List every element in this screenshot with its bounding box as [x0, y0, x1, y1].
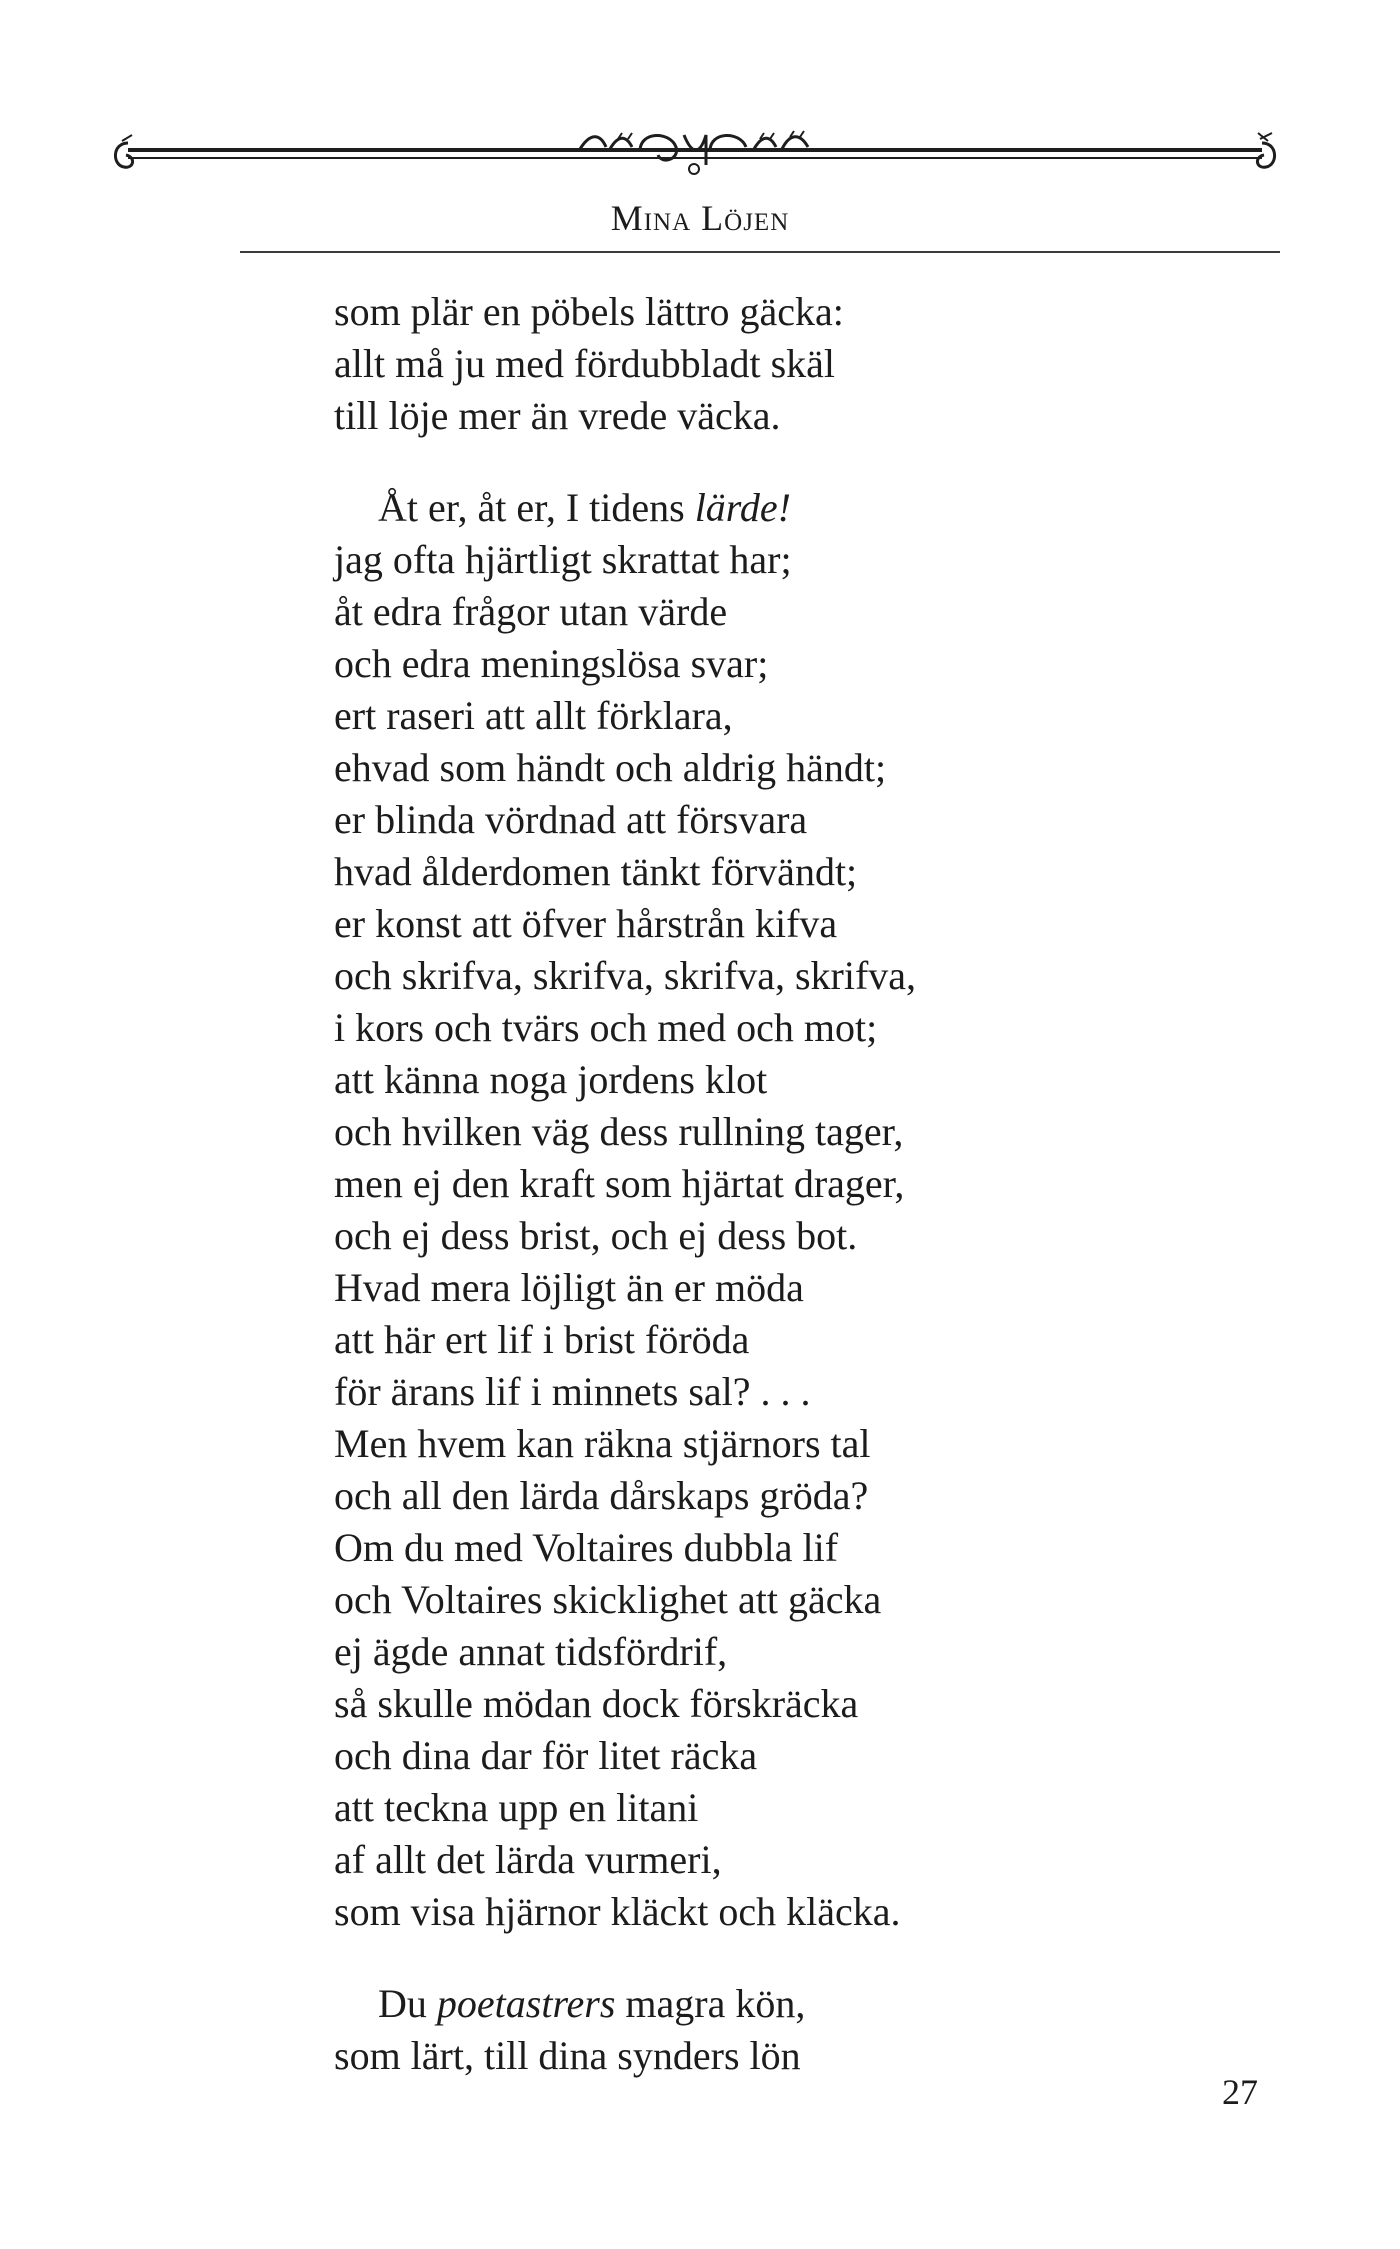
- page-number: 27: [1222, 2072, 1258, 2112]
- poem-line: Om du med Voltaires dubbla lif: [334, 1525, 839, 1570]
- poem-line: ej ägde annat tidsfördrif,: [334, 1629, 728, 1674]
- poem-line: af allt det lärda vurmeri,: [334, 1837, 722, 1882]
- poem-line: och Voltaires skicklighet att gäcka: [334, 1577, 882, 1622]
- poem-line: er blinda vördnad att försvara: [334, 797, 808, 842]
- poem-line: i kors och tvärs och med och mot;: [334, 1005, 878, 1050]
- poem-line: [334, 1978, 1234, 2030]
- poem-line: er konst att öfver hårstrån kifva: [334, 901, 838, 946]
- poem-line: och dina dar för litet räcka: [334, 1733, 758, 1778]
- poem-line: och ej dess brist, och ej dess bot.: [334, 1213, 858, 1258]
- poem-line: ert raseri att allt förklara,: [334, 693, 733, 738]
- poem-line: och all den lärda dårskaps gröda?: [334, 1473, 869, 1518]
- stanza-break: [334, 1938, 1234, 1978]
- poem-line: och edra meningslösa svar;: [334, 641, 769, 686]
- poem-line: allt må ju med fördubbladt skäl: [334, 341, 835, 386]
- line-text: Du: [378, 1981, 437, 2026]
- poem-line: för ärans lif i minnets sal? . . .: [334, 1369, 811, 1414]
- poem-line: ehvad som händt och aldrig händt;: [334, 745, 887, 790]
- poem-line: som plär en pöbels lättro gäcka:: [334, 289, 844, 334]
- line-text: magra kön,: [615, 1981, 806, 2026]
- poem-line: åt edra frågor utan värde: [334, 589, 728, 634]
- poem-line: så skulle mödan dock förskräcka: [334, 1681, 859, 1726]
- poem-line: Hvad mera löjligt än er möda: [334, 1265, 804, 1310]
- italic-word: lärde!: [694, 485, 791, 530]
- header-rule: [240, 251, 1280, 253]
- poem-line: jag ofta hjärtligt skrattat har;: [334, 537, 792, 582]
- italic-word: poetastrers: [436, 1981, 616, 2026]
- poem-line: och skrifva, skrifva, skrifva, skrifva,: [334, 953, 917, 998]
- stanza-break: [334, 442, 1234, 482]
- poem-line: Men hvem kan räkna stjärnors tal: [334, 1421, 871, 1466]
- running-head: Mina Löjen: [610, 198, 790, 238]
- poem-line: att teckna upp en litani: [334, 1785, 699, 1830]
- poem-line: men ej den kraft som hjärtat drager,: [334, 1161, 905, 1206]
- poem-line: som lärt, till dina synders lön: [334, 2033, 801, 2078]
- poem-line: och hvilken väg dess rullning tager,: [334, 1109, 904, 1154]
- poem-line: att känna noga jordens klot: [334, 1057, 768, 1102]
- poem-line: som visa hjärnor kläckt och kläcka.: [334, 1889, 901, 1934]
- line-text: Åt er, åt er, I tidens: [378, 485, 695, 530]
- poem-text: [334, 286, 1234, 2082]
- poem-line: till löje mer än vrede väcka.: [334, 393, 781, 438]
- poem-line: att här ert lif i brist föröda: [334, 1317, 750, 1362]
- poem-line: hvad ålderdomen tänkt förvändt;: [334, 849, 858, 894]
- poem-line: [334, 482, 1234, 534]
- ornamental-header-icon: [110, 125, 1280, 195]
